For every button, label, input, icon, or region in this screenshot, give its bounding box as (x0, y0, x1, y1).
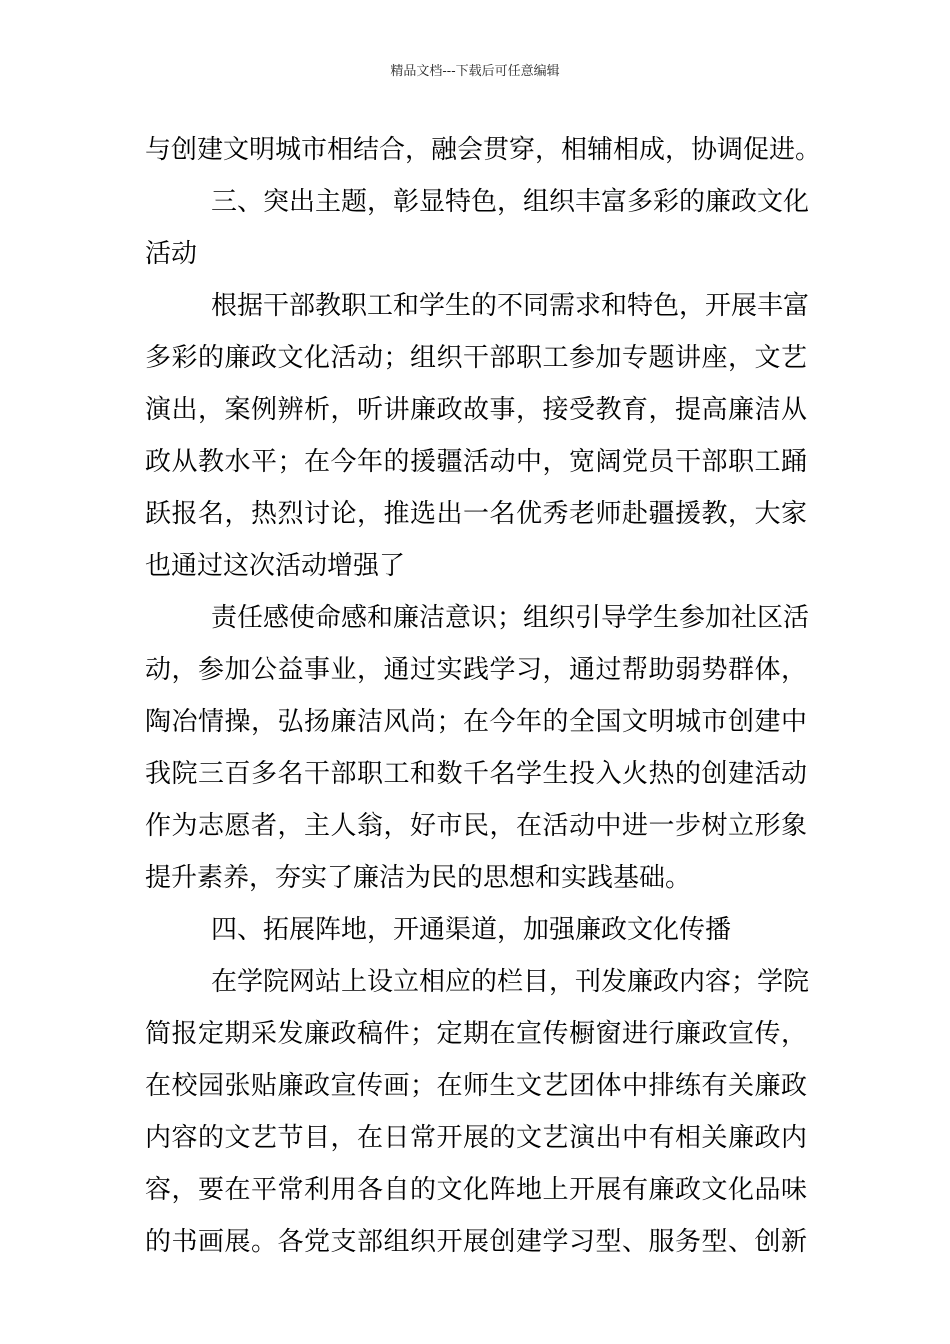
text-line: 在学院网站上设立相应的栏目，刊发廉政内容；学院 (211, 967, 810, 997)
text-line: 作为志愿者，主人翁，好市民，在活动中进一步树立形象 (145, 811, 807, 841)
text-line: 根据干部教职工和学生的不同需求和特色，开展丰富 (211, 291, 810, 321)
text-line: 多彩的廉政文化活动；组织干部职工参加专题讲座，文艺 (145, 343, 807, 373)
text-line: 提升素养，夯实了廉洁为民的思想和实践基础。 (145, 863, 692, 893)
text-line: 内容的文艺节目，在日常开展的文艺演出中有相关廉政内 (145, 1123, 807, 1153)
text-line: 陶冶情操，弘扬廉洁风尚；在今年的全国文明城市创建中 (145, 707, 807, 737)
text-line: 四、拓展阵地，开通渠道，加强廉政文化传播 (211, 915, 732, 945)
document-body (145, 124, 822, 1268)
text-line: 跃报名，热烈讨论，推选出一名优秀老师赴疆援教，大家 (145, 499, 807, 529)
text-line: 我院三百多名干部职工和数千名学生投入火热的创建活动 (145, 759, 807, 789)
text-line: 三、突出主题，彰显特色，组织丰富多彩的廉政文化 (211, 187, 810, 217)
page-header: 精品文档---下载后可任意编辑 (390, 64, 560, 79)
text-line: 的书画展。各党支部组织开展创建学习型、服务型、创新 (145, 1227, 807, 1257)
text-line: 演出，案例辨析，听讲廉政故事，接受教育，提高廉洁从 (145, 395, 807, 425)
text-line: 容，要在平常利用各自的文化阵地上开展有廉政文化品味 (145, 1175, 807, 1205)
text-line: 与创建文明城市相结合，融会贯穿，相辅相成，协调促进。 (145, 135, 822, 165)
text-line: 简报定期采发廉政稿件；定期在宣传橱窗进行廉政宣传， (145, 1019, 807, 1049)
text-line: 政从教水平；在今年的援疆活动中，宽阔党员干部职工踊 (145, 447, 807, 477)
text-line: 在校园张贴廉政宣传画；在师生文艺团体中排练有关廉政 (145, 1071, 807, 1101)
text-line: 动，参加公益事业，通过实践学习，通过帮助弱势群体， (145, 655, 807, 685)
text-line: 活动 (145, 239, 198, 269)
text-line: 也通过这次活动增强了 (145, 551, 406, 581)
text-line: 责任感使命感和廉洁意识；组织引导学生参加社区活 (211, 603, 810, 633)
